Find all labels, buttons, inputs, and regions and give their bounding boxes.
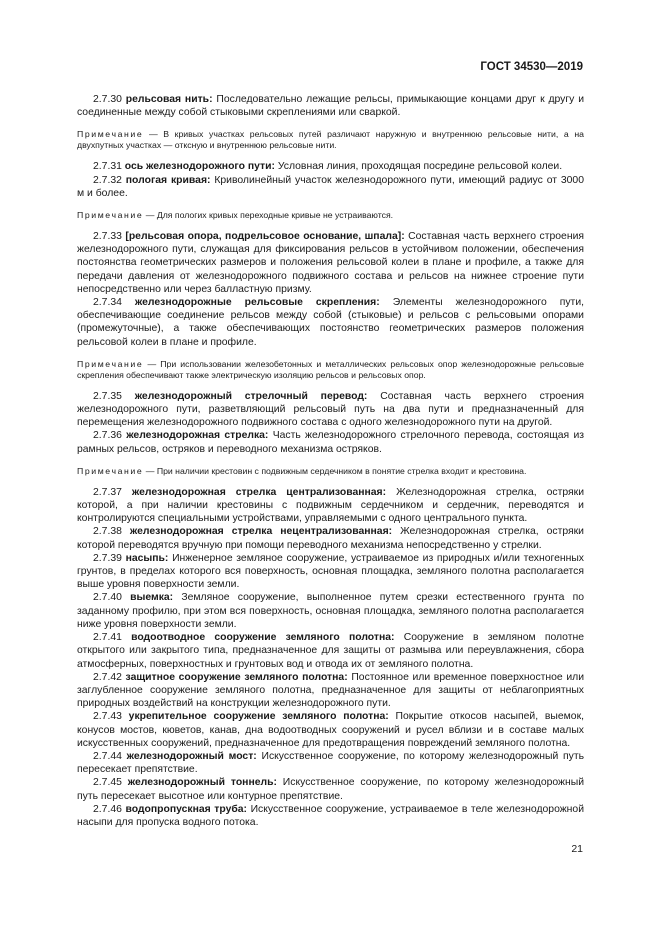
term-entry	[77, 174, 584, 200]
term-number: 2.7.43	[93, 711, 122, 723]
note-label: Примечание	[77, 465, 144, 476]
term-definition: Сооружение в земляном полотне открытого или закрытого типа, предназначенное для защиты от размыва или переувлажнения, сбора атмосферных, поверхностных и грунтовых вод и отвода их от земляного полотна.	[77, 632, 584, 670]
term-entry	[77, 750, 584, 776]
term-entry	[77, 93, 584, 119]
term-definition: Часть железнодорожного стрелочного перевода, состоящая из рамных рельсов, остряков и переводного механизма остряков.	[77, 430, 585, 455]
term-number: 2.7.32	[93, 174, 122, 186]
note-text: — Для пологих кривых переходные кривые не устраиваются.	[145, 210, 394, 221]
term-entry	[77, 803, 584, 829]
note-text: — При наличии крестовин с подвижным сердечником в понятие стрелка входит и крестовина.	[145, 465, 527, 476]
term-entry	[77, 776, 584, 802]
term-title: укрепительное сооружение земляного полотна:	[128, 711, 389, 723]
term-number: 2.7.37	[93, 486, 122, 498]
term-definition: Криволинейный участок железнодорожного пути, имеющий радиус от 3000 м и более.	[77, 174, 584, 199]
term-definition: Земляное сооружение, выполненное путем срезки естественного грунта по заданному профилю, при этом вся поверхность, основная площадка, земляного полотна располагается ниже уровня поверхности земли.	[77, 592, 584, 630]
term-definition: Искусственное сооружение, по которому железнодорожный путь пересекает препятствие.	[77, 750, 585, 776]
term-entry	[77, 710, 584, 750]
term-number: 2.7.30	[93, 94, 122, 105]
term-definition: Элементы железнодорожного пути, обеспечивающие соединение рельсов между собой (стыковые) и рельсов с рельсовыми опорами (промежуточные), а также обеспечивающих постоянство геометрических размеров положения рельсовой колеи в плане и профиле.	[77, 297, 585, 348]
term-entry	[77, 631, 584, 671]
term-title: железнодорожная стрелка:	[126, 430, 269, 442]
term-number: 2.7.36	[93, 430, 122, 442]
term-entry	[77, 486, 584, 526]
term-definition: Условная линия, проходящая посредине рельсовой колеи.	[277, 161, 563, 173]
term-definition: Составная часть верхнего строения железнодорожного пути, служащая для фиксирования рельсов в устойчивом положении, обеспечения постоянства геометрических размеров и положения рельсовой колеи в плане и профиле, а также для передачи давления от железнодорожного подвижного состава и рельсов на нижнее строение пути непосредственно или через балластную призму.	[77, 231, 585, 295]
term-number: 2.7.31	[93, 161, 122, 173]
page-number: 21	[571, 843, 583, 855]
term-definition: Покрытие откосов насыпей, выемок, конусов мостов, кюветов, канав, дна водоотводных сооружений и русел вблизи и в составе малых искусственных сооружений, предназначенное для предотвращения повреждений земляного полотна.	[77, 711, 585, 749]
term-entry	[77, 296, 584, 349]
term-number: 2.7.45	[93, 777, 122, 789]
term-entry	[77, 525, 584, 551]
term-definition: Железнодорожная стрелка, остряки которой переводятся вручную при помощи переводного механизма непосредственно у стрелки.	[77, 526, 584, 551]
term-number: 2.7.41	[93, 632, 122, 644]
term-number: 2.7.40	[93, 592, 122, 604]
note-text: — В кривых участках рельсовых путей различают наружную и внутреннюю рельсовые нити, а на двухпутных участках — отксную и внутреннюю рельсовые нити.	[77, 129, 584, 151]
term-entry	[77, 671, 584, 711]
term-title: ось железнодорожного пути:	[124, 161, 275, 173]
term-title: железнодорожный тоннель:	[127, 777, 277, 789]
term-definition: Инженерное земляное сооружение, устраиваемое из природных и/или техногенных грунтов, в пределах которого вся поверхность, основная площадка, земляного полотна располагается выше уровня поверхности земли.	[77, 552, 584, 591]
term-definition: Искусственное сооружение, устраиваемое в теле железнодорожной насыпи для пропуска водного потока.	[77, 803, 585, 828]
term-entry	[77, 160, 584, 173]
term-definition: Железнодорожная стрелка, остряки которой, а при наличии крестовины с подвижным сердечником и сердечник, переводятся и контролируются специальными устройствами, управляемыми с одного центрального пункта.	[77, 486, 585, 525]
term-number: 2.7.34	[93, 297, 122, 309]
terms-section	[77, 93, 584, 829]
note-label: Примечание	[77, 129, 144, 140]
term-number: 2.7.39	[93, 552, 122, 564]
term-title: пологая кривая:	[125, 174, 211, 186]
term-entry	[77, 230, 584, 296]
term-number: 2.7.38	[93, 526, 122, 538]
term-title: водопропускная труба:	[125, 803, 248, 815]
note	[77, 129, 584, 151]
term-entry	[77, 390, 584, 430]
term-title: защитное сооружение земляного полотна:	[125, 671, 348, 683]
term-title: железнодорожная стрелка централизованная:	[131, 486, 387, 498]
term-definition: Последовательно лежащие рельсы, примыкающие концами друг к другу и соединенные между собой стыковыми скреплениями или сваркой.	[77, 94, 585, 119]
note-text: — При использовании железобетонных и металлических рельсовых опор железнодорожные рельсовые скрепления обеспечивают также электрическую изоляцию рельсов и рельсовых опор.	[77, 358, 584, 380]
term-definition: Искусственное сооружение, по которому железнодорожный путь пересекает высотное или контурное препятствие.	[77, 777, 585, 802]
term-number: 2.7.35	[93, 390, 122, 402]
note	[77, 466, 584, 477]
term-title: выемка:	[130, 592, 174, 604]
term-title: железнодорожная стрелка нецентрализованная:	[129, 526, 393, 538]
note-label: Примечание	[77, 210, 144, 221]
term-title: железнодорожные рельсовые скрепления:	[134, 297, 380, 309]
note	[77, 210, 584, 221]
term-number: 2.7.42	[93, 671, 122, 683]
term-entry	[77, 429, 584, 455]
term-title: насыпь:	[125, 552, 169, 564]
term-title: водоотводное сооружение земляного полотна:	[131, 632, 395, 644]
term-title: железнодорожный мост:	[126, 750, 257, 762]
term-definition: Составная часть верхнего строения железнодорожного пути, разветвляющий рельсовый путь на два пути и предназначенный для перемещения железнодорожного подвижного состава с одного железнодорожного пути на другой.	[77, 390, 585, 429]
term-title: железнодорожный стрелочный перевод:	[134, 390, 368, 402]
note	[77, 359, 584, 381]
term-definition: Постоянное или временное поверхностное или заглубленное сооружение земляного полотна, предназначенное для защиты от неблагоприятных природных воздействий на конструкции железнодорожного пути.	[77, 671, 585, 710]
term-title: [рельсовая опора, подрельсовое основание, шпала]:	[125, 231, 405, 243]
term-entry	[77, 591, 584, 631]
note-label: Примечание	[77, 358, 144, 369]
term-number: 2.7.44	[93, 750, 122, 762]
term-title: рельсовая нить:	[125, 94, 213, 105]
term-entry	[77, 552, 584, 592]
term-number: 2.7.46	[93, 803, 122, 815]
term-number: 2.7.33	[93, 231, 122, 243]
document-code: ГОСТ 34530—2019	[480, 61, 583, 73]
